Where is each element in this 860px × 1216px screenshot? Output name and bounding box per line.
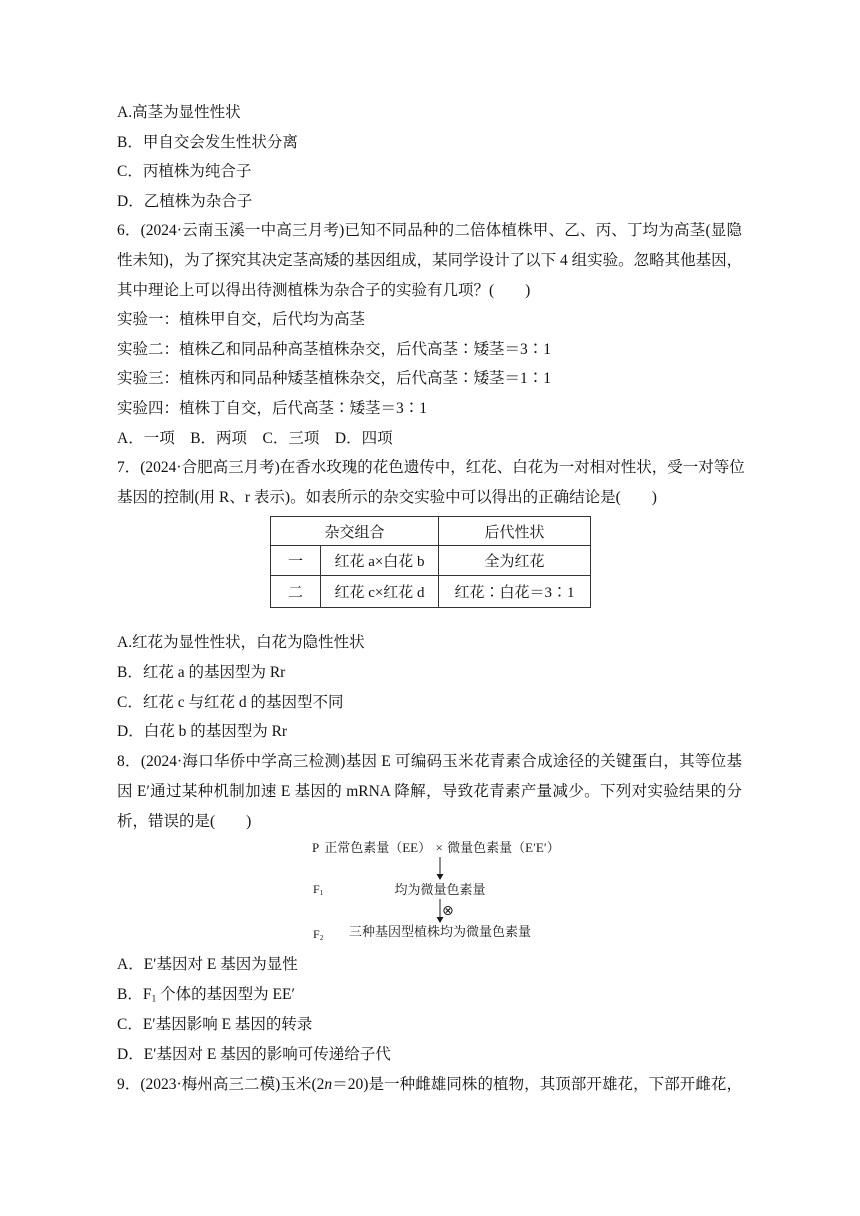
q8-option-c: C．E′基因影响 E 基因的转录	[117, 1016, 313, 1033]
cross-sign: ×	[435, 840, 443, 855]
f2-letter: F	[313, 927, 320, 941]
q6-options: A．一项 B．两项 C．三项 D．四项	[117, 429, 393, 447]
q7-option-b: B．红花 a 的基因型为 Rr	[117, 663, 286, 681]
row-number: 二	[271, 576, 321, 608]
f1-letter: F	[313, 882, 320, 896]
p-label: P	[312, 840, 320, 855]
header-cross-combination: 杂交组合	[271, 517, 439, 546]
row-offspring: 红花∶白花＝3∶1	[439, 576, 591, 608]
q7-stem-line-1: 7．(2024·合肥高三月考)在香水玫瑰的花色遗传中，红花、白花为一对相对性状，受一对等位	[117, 459, 745, 477]
q9-stem-italic: n	[324, 1076, 333, 1093]
q8-option-b-text: 个体的基因型为 EE′	[156, 986, 295, 1003]
q6-experiment-1: 实验一：植株甲自交，后代均为高茎	[117, 311, 366, 329]
row-cross: 红花 c×红花 d	[321, 576, 439, 608]
p-parent-1: 正常色素量（EE）	[324, 840, 432, 855]
cross-results-table	[270, 516, 591, 608]
header-offspring-trait: 后代性状	[439, 517, 591, 546]
q8-stem-line-1: 8．(2024·海口华侨中学高三检测)基因 E 可编码玉米花青素合成途径的关键蛋白，其等位基	[117, 753, 742, 771]
q9-stem-line-1	[117, 1070, 742, 1100]
q8-option-b-prefix: B．F	[117, 986, 152, 1003]
carryover-option-c: C．丙植株为纯合子	[117, 163, 252, 181]
selfing-symbol: ⊗	[442, 903, 454, 919]
q6-experiment-3: 实验三：植株丙和同品种矮茎植株杂交，后代高茎∶矮茎＝1∶1	[117, 370, 552, 388]
q8-stem-line-2: 因 E′通过某种机制加速 E 基因的 mRNA 降解，导致花青素产量减少。下列对实验结果的分	[117, 782, 742, 800]
q6-experiment-2: 实验二：植株乙和同品种高茎植株杂交，后代高茎∶矮茎＝3∶1	[117, 340, 552, 358]
row-offspring: 全为红花	[439, 546, 591, 576]
q8-option-b-subscript: 1	[151, 993, 157, 1005]
block-q6-q7	[117, 98, 745, 512]
f1-phenotype: 均为微量色素量	[394, 882, 486, 897]
q7-option-a: A.红花为显性性状，白花为隐性性状	[117, 634, 365, 651]
carryover-option-d: D．乙植株为杂合子	[117, 192, 253, 210]
q9-stem-prefix: 9．(2023·梅州高三二模)玉米(2	[117, 1076, 325, 1093]
q7-option-d: D．白花 b 的基因型为 Rr	[117, 723, 288, 741]
carryover-option-a: A.高茎为显性性状	[117, 104, 241, 121]
carryover-option-b: B．甲自交会发生性状分离	[117, 133, 298, 151]
q6-experiment-4: 实验四：植株丁自交，后代高茎∶矮茎＝3∶1	[117, 399, 428, 417]
q8-option-a: A．E′基因对 E 基因为显性	[117, 956, 298, 973]
f2-subscript: 2	[319, 933, 324, 943]
q6-stem-line-1: 6．(2024·云南玉溪一中高三月考)已知不同品种的二倍体植株甲、乙、丙、丁均为高茎(显隐	[117, 222, 742, 240]
block-q7-options-q8	[117, 628, 742, 837]
p-generation-row	[312, 839, 560, 857]
q7-stem-line-2: 基因的控制(用 R、r 表示)。如表所示的杂交实验中可以得出的正确结论是( )	[117, 488, 657, 506]
table-body	[271, 517, 591, 608]
q8-option-b	[117, 980, 742, 1010]
cross-diagram	[300, 836, 580, 946]
row-cross: 红花 a×白花 b	[321, 546, 439, 576]
f2-phenotype: 三种基因型植株均为微量色素量	[348, 924, 531, 939]
q7-option-c: C．红花 c 与红花 d 的基因型不同	[117, 693, 344, 711]
table-header-row	[271, 517, 591, 546]
q6-stem-line-3: 其中理论上可以得出待测植株为杂合子的实验有几项？( )	[117, 281, 531, 299]
arrowhead-f1	[437, 874, 444, 880]
p-parent-2: 微量色素量（E′E′）	[447, 840, 560, 855]
q6-stem-line-2: 性未知)，为了探究其决定茎高矮的基因组成，某同学设计了以下 4 组实验。忽略其他基因，	[117, 251, 743, 269]
row-number: 一	[271, 546, 321, 576]
block-q8-options-q9	[117, 950, 742, 1100]
f1-subscript: 1	[319, 888, 324, 898]
table-row	[271, 576, 591, 608]
q8-option-d: D．E′基因对 E 基因的影响可传递给子代	[117, 1046, 391, 1063]
table-row	[271, 546, 591, 576]
q8-stem-line-3: 析，错误的是( )	[117, 812, 252, 830]
q9-stem-text: ＝20)是一种雌雄同株的植物，其顶部开雄花，下部开雌花，	[332, 1076, 742, 1093]
